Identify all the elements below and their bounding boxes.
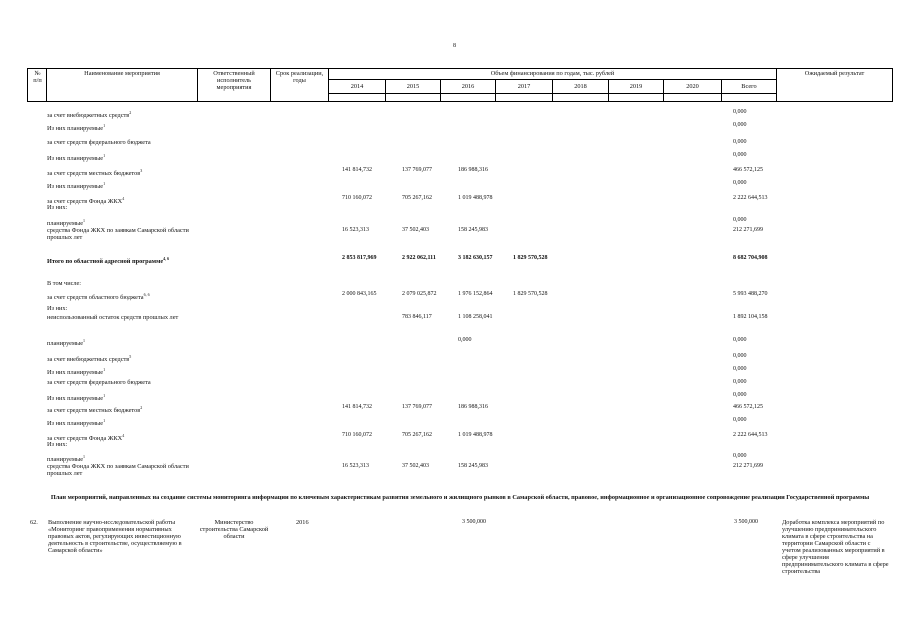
footnote-mark: 1 — [82, 454, 85, 459]
col-sep — [27, 68, 28, 102]
header-executor: Ответственный исполнитель мероприятия — [213, 70, 255, 91]
row-label-text: неиспользованный остаток средств прошлых лет — [47, 314, 179, 321]
row-label — [47, 366, 197, 376]
header-year-2015: 2015 — [406, 83, 420, 90]
cell-v2014: 141 814,732 — [342, 404, 372, 410]
row-label — [47, 280, 197, 287]
cell-v2016: 1 019 488,978 — [458, 432, 493, 438]
footnote-mark: 1 — [82, 338, 85, 343]
row-label — [47, 463, 197, 477]
row-label-text: за счет средств местных бюджетов — [47, 170, 141, 178]
row-label-text: за счет средств федерального бюджета — [47, 139, 151, 146]
cell-v2017: 1 829 570,528 — [513, 255, 548, 261]
row-label — [47, 291, 197, 301]
col-sep — [270, 68, 271, 102]
cell-total: 0,000 — [733, 139, 747, 145]
cell-v2015: 705 267,162 — [402, 432, 432, 438]
header-name: Наименование мероприятия — [84, 70, 160, 77]
row-label-text: Из них планируемые — [47, 395, 104, 403]
cell-total: 212 271,699 — [733, 227, 763, 233]
cell-v2014: 2 000 843,165 — [342, 291, 377, 297]
header-term: Срок реализации, годы — [275, 70, 324, 84]
row-label — [47, 217, 197, 227]
row-label — [47, 255, 197, 265]
row-label — [47, 314, 197, 321]
row-label — [47, 379, 197, 386]
row-label — [47, 404, 197, 414]
row-label — [47, 139, 197, 146]
cell-v2014: 710 160,072 — [342, 432, 372, 438]
footnote-mark: 6, 6 — [143, 292, 150, 297]
row-label — [47, 122, 197, 132]
row-label-text: за счет внебюджетных средств — [47, 112, 130, 120]
header-year-2018: 2018 — [574, 83, 587, 90]
cell-v2016: 0,000 — [458, 337, 472, 343]
footnote-mark: 3 — [140, 168, 143, 173]
cell-total: 0,000 — [733, 337, 747, 343]
row-label — [47, 353, 197, 363]
cell-v2016: 1 108 258,041 — [458, 314, 493, 320]
cell-total: 212 271,699 — [733, 463, 763, 469]
cell-total: 0,000 — [733, 122, 747, 128]
footnote-mark: 1 — [103, 181, 106, 186]
cell-v2015: 37 502,403 — [402, 227, 429, 233]
cell-v2016: 3 182 630,157 — [458, 255, 493, 261]
row-label-text: Из них планируемые — [47, 369, 104, 377]
cell-v2015: 37 502,403 — [402, 463, 429, 469]
cell-v2015: 783 846,117 — [402, 314, 432, 320]
row-label — [47, 204, 197, 211]
item62-2016: 3 500,000 — [462, 519, 486, 525]
cell-v2014: 141 814,732 — [342, 167, 372, 173]
cell-v2015: 2 079 025,872 — [402, 291, 437, 297]
row-label-text: Из них планируемые — [47, 155, 104, 163]
row-label-text: Из них планируемые — [47, 420, 104, 428]
row-label — [47, 167, 197, 177]
footnote-mark: 2 — [129, 110, 132, 115]
cell-total: 0,000 — [733, 109, 747, 115]
row-label-text: Итого по областной адресной программе — [47, 258, 164, 266]
row-label — [47, 453, 197, 463]
cell-v2014: 710 160,072 — [342, 195, 372, 201]
row-label — [47, 109, 197, 119]
cell-v2016: 1 976 152,864 — [458, 291, 493, 297]
header-year-2016: 2016 — [461, 83, 475, 90]
cell-total: 8 682 704,908 — [733, 255, 768, 261]
cell-total: 0,000 — [733, 379, 747, 385]
row-label — [47, 152, 197, 162]
header-year-total: Всего — [741, 83, 757, 90]
cell-v2016: 186 988,316 — [458, 167, 488, 173]
cell-v2016: 1 019 488,978 — [458, 195, 493, 201]
cell-total: 0,000 — [733, 366, 747, 372]
cell-v2014: 16 523,313 — [342, 463, 369, 469]
item62-executor: Министерство строительства Самарской области — [199, 519, 269, 540]
cell-total: 0,000 — [733, 152, 747, 158]
row-label-text: за счет средств федерального бюджета — [47, 379, 151, 386]
row-label-text: за счет внебюджетных средств — [47, 356, 130, 364]
cell-total: 0,000 — [733, 417, 747, 423]
cell-v2014: 2 853 817,969 — [342, 255, 377, 261]
cell-total: 2 222 644,513 — [733, 195, 768, 201]
header-year-2019: 2019 — [629, 83, 643, 90]
cell-total: 0,000 — [733, 353, 747, 359]
row-label-text: планируемые — [47, 456, 83, 464]
row-label-text: за счет средств местных бюджетов — [47, 407, 141, 415]
cell-v2017: 1 829 570,528 — [513, 291, 548, 297]
row-label — [47, 417, 197, 427]
row-label-text: Из них: — [47, 204, 68, 211]
item62-number: 62. — [30, 519, 38, 526]
row-label-text: планируемые — [47, 340, 83, 348]
row-label-text: за счет средств областного бюджета — [47, 294, 144, 302]
header-no: № п/п — [33, 70, 42, 84]
row-label — [47, 180, 197, 190]
cell-v2015: 2 922 062,111 — [402, 255, 436, 261]
cell-total: 2 222 644,513 — [733, 432, 768, 438]
footnote-mark: 1 — [103, 418, 106, 423]
row-label-text: В том числе: — [47, 280, 82, 287]
cell-v2016: 158 245,983 — [458, 463, 488, 469]
cell-v2015: 137 769,077 — [402, 404, 432, 410]
cell-total: 5 993 488,270 — [733, 291, 768, 297]
cell-total: 0,000 — [733, 392, 747, 398]
footnote-mark: 4 — [122, 433, 125, 438]
header-bottom-border — [27, 101, 893, 102]
item62-name: Выполнение научно-исследовательской работы «Мониторинг правоприменения нормативных правовых актов, регулирующих инвестиционную деятельность в строительстве, осуществляемую в Самарской области» — [48, 519, 182, 554]
header-result: Ожидаемый результат — [804, 70, 865, 77]
cell-v2014: 16 523,313 — [342, 227, 369, 233]
cell-total: 0,000 — [733, 217, 747, 223]
row-label-text: Из них: — [47, 441, 68, 448]
row-label-text: за счет средств Фонда ЖКХ — [47, 198, 123, 206]
section-heading: План мероприятий, направленных на создание системы мониторинга информации по ключевым характеристикам развития земельного и жилищного рынков в Самарской области, правовое, информационное и организационное сопровождение реализации Государственной программы — [50, 494, 870, 501]
row-label — [47, 392, 197, 402]
cell-total: 466 572,125 — [733, 404, 763, 410]
cell-v2016: 158 245,983 — [458, 227, 488, 233]
col-sep — [892, 68, 893, 102]
footnote-mark: 4, 6 — [163, 256, 170, 261]
header-year-2017: 2017 — [517, 83, 531, 90]
item62-total: 3 500,000 — [734, 519, 758, 525]
header-top-border — [27, 68, 893, 69]
row-label — [47, 305, 197, 312]
item62-term: 2016 — [296, 519, 309, 526]
cell-total: 466 572,125 — [733, 167, 763, 173]
footnote-mark: 5 — [129, 354, 132, 359]
cell-total: 1 892 104,158 — [733, 314, 768, 320]
col-sep — [197, 68, 198, 102]
col-sep — [776, 68, 777, 102]
col-sep — [46, 68, 47, 102]
footnote-mark: 1 — [103, 153, 106, 158]
header-funding: Объем финансирования по годам, тыс. рублей — [490, 70, 615, 77]
cell-v2016: 186 988,316 — [458, 404, 488, 410]
footnote-mark: 1 — [103, 393, 106, 398]
row-label — [47, 337, 197, 347]
cell-total: 0,000 — [733, 453, 747, 459]
row-label-text: Из них: — [47, 305, 68, 312]
footnote-mark: 2 — [140, 405, 143, 410]
footnote-mark: 1 — [82, 218, 85, 223]
cell-total: 0,000 — [733, 180, 747, 186]
row-label-text: средства Фонда ЖКХ по заявкам Самарской области прошлых лет — [47, 463, 189, 477]
row-label-text: планируемые — [47, 220, 83, 228]
row-label-text: средства Фонда ЖКХ по заявкам Самарской области прошлых лет — [47, 227, 189, 241]
row-label — [47, 441, 197, 448]
page-number: 8 — [453, 43, 456, 49]
footnote-mark: 1 — [103, 123, 106, 128]
row-label-text: Из них планируемые — [47, 183, 104, 191]
row-label — [47, 227, 197, 241]
row-label-text: за счет средств Фонда ЖКХ — [47, 435, 123, 443]
header-year-2014: 2014 — [350, 83, 364, 90]
cell-v2015: 137 769,077 — [402, 167, 432, 173]
cell-v2015: 705 267,162 — [402, 195, 432, 201]
footnote-mark: 4 — [122, 196, 125, 201]
row-label-text: Из них планируемые — [47, 125, 104, 133]
header-year-2020: 2020 — [686, 83, 699, 90]
footnote-mark: 1 — [103, 367, 106, 372]
item62-result: Доработка комплекса мероприятий по улучшению предпринимательского климата в сфере строительства на территории Самарской области с учетом реализованных мероприятий в сфере улучшения предпринимательского климата в сфере строительства — [782, 519, 889, 575]
